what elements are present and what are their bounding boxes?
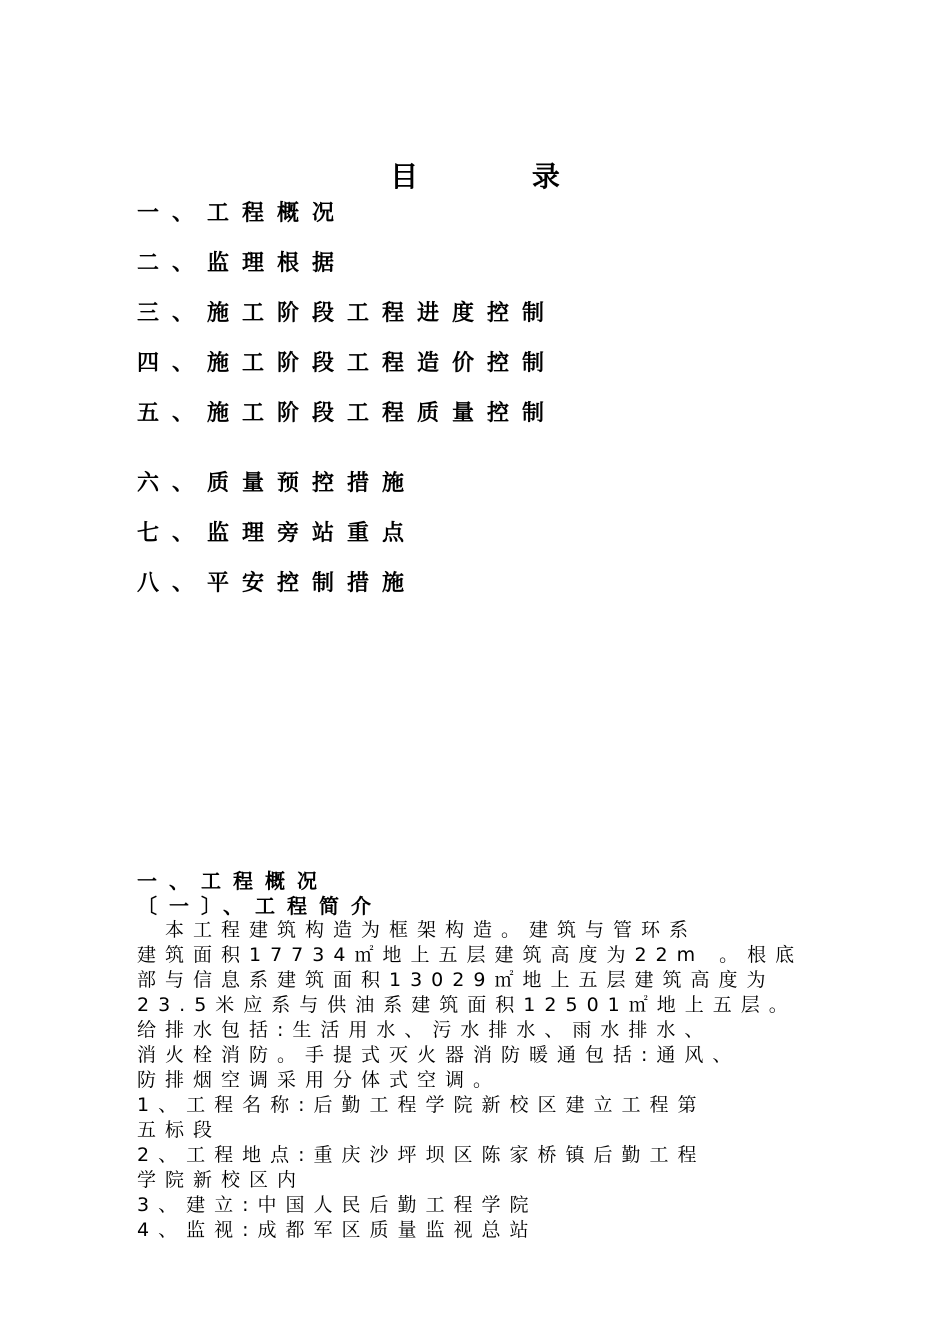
toc-item: 四、施工阶段工程造价控制	[137, 350, 558, 376]
body-line: 4、监视:成都军区质量监视总站	[137, 1219, 538, 1241]
body-line: 23.5米应系与供油系建筑面积12501㎡地上五层。	[137, 994, 797, 1016]
toc-title: 目 录	[390, 160, 612, 193]
body-line: 学院新校区内	[137, 1169, 306, 1191]
toc-item: 八、平安控制措施	[137, 570, 418, 596]
body-line: 1、工程名称:后勤工程学院新校区建立工程第	[137, 1094, 706, 1116]
toc-item: 二、监理根据	[137, 250, 348, 276]
subsection-heading: 〔一〕、工程简介	[137, 894, 383, 918]
body-line: 本工程建筑构造为框架构造。建筑与管环系	[137, 919, 698, 941]
toc-item: 六、质量预控措施	[137, 470, 418, 496]
toc-item: 一、工程概况	[137, 200, 348, 226]
body-line: 五标段	[137, 1119, 222, 1141]
body-line: 部与信息系建筑面积13029㎡地上五层建筑高度为	[137, 969, 775, 991]
body-line: 2、工程地点:重庆沙坪坝区陈家桥镇后勤工程	[137, 1144, 706, 1166]
body-line: 3、建立:中国人民后勤工程学院	[137, 1194, 538, 1216]
toc-item: 七、监理旁站重点	[137, 520, 418, 546]
toc-item: 五、施工阶段工程质量控制	[137, 400, 558, 426]
body-line: 给排水包括:生活用水、污水排水、雨水排水、	[137, 1019, 713, 1041]
section-heading: 一、工程概况	[137, 869, 329, 893]
body-line: 建筑面积17734㎡地上五层建筑高度为22m 。根底	[137, 944, 804, 966]
body-line: 消火栓消防。手提式灭火器消防暖通包括:通风、	[137, 1044, 741, 1066]
toc-item: 三、施工阶段工程进度控制	[137, 300, 558, 326]
body-line: 防排烟空调采用分体式空调。	[137, 1069, 502, 1091]
